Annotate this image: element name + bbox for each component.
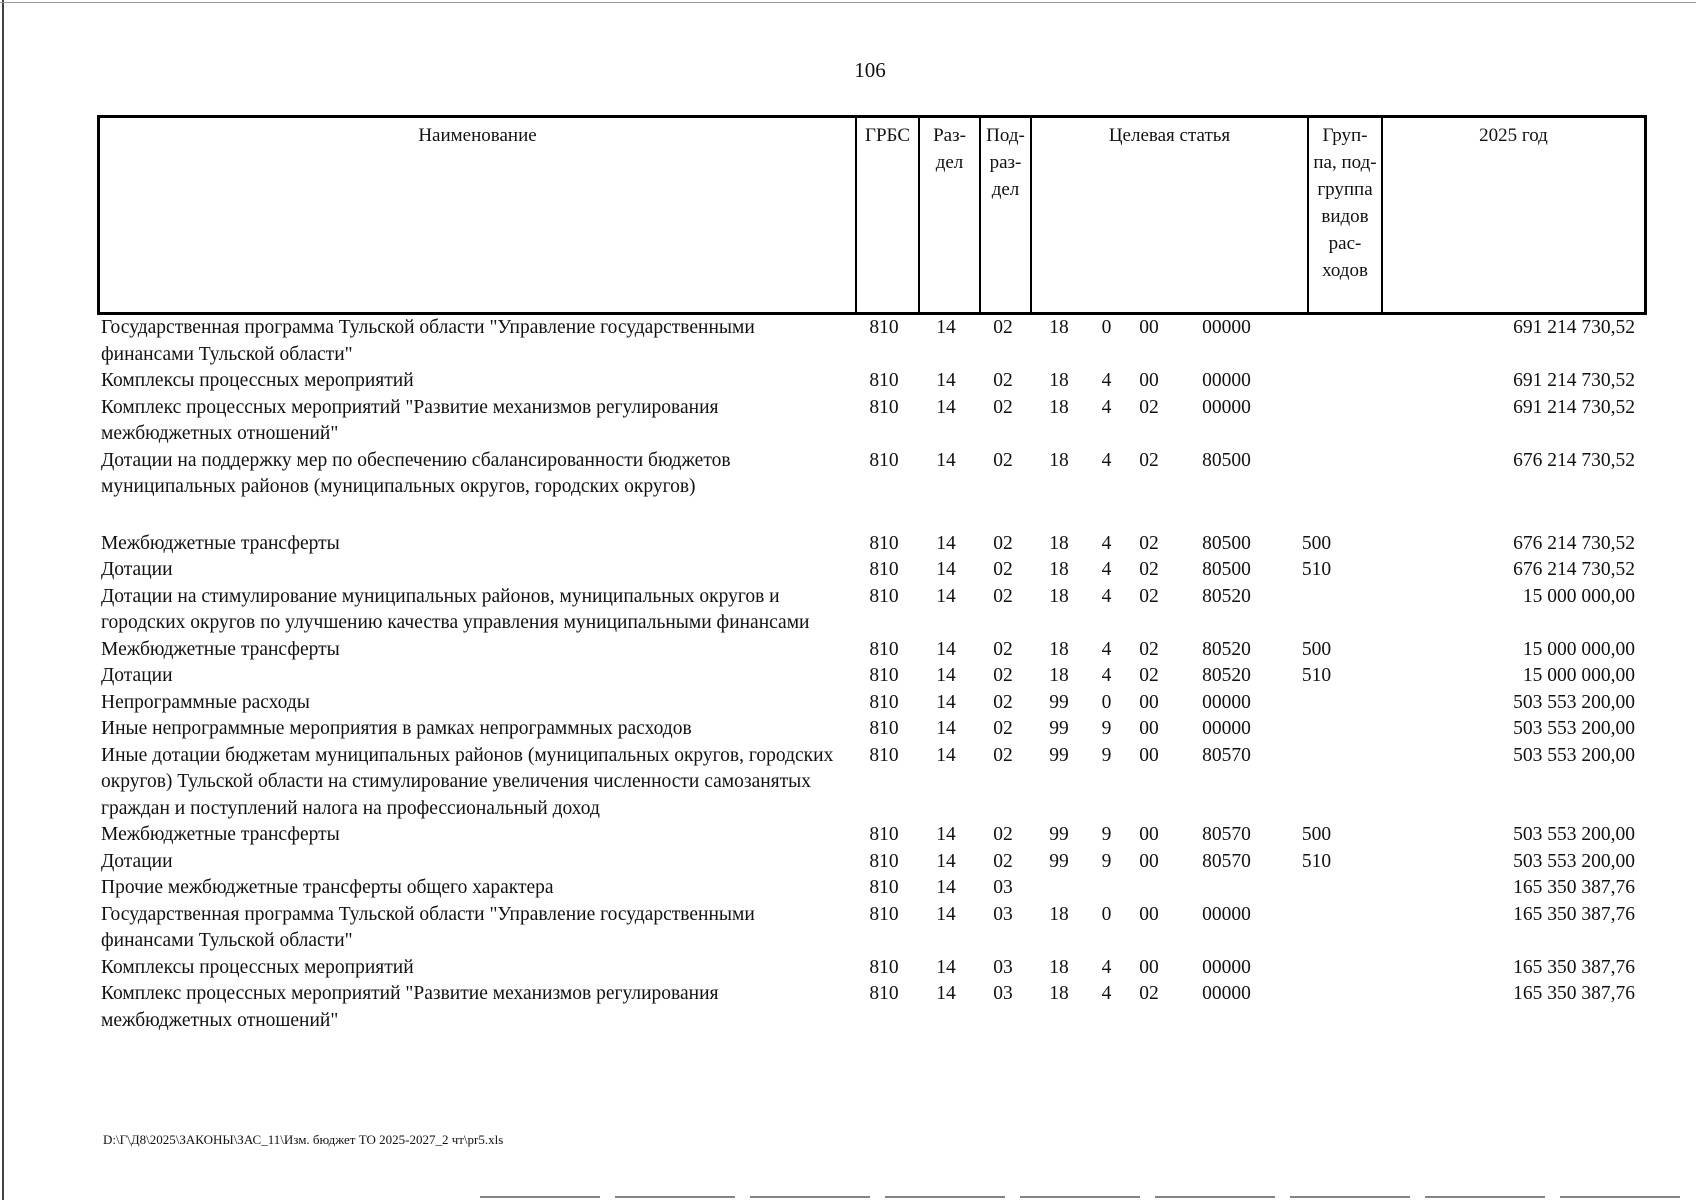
row-component: 02 xyxy=(1139,983,1159,1004)
row-component: 02 xyxy=(1139,665,1159,686)
row-name: Межбюджетные трансферты xyxy=(101,532,340,554)
table-row xyxy=(101,584,1649,637)
header-year: 2025 год xyxy=(1479,125,1548,146)
row-expense-group: 500 xyxy=(1301,532,1332,554)
table-row xyxy=(101,743,1649,823)
row-direction: 80500 xyxy=(1202,449,1251,471)
row-grbs: 810 xyxy=(869,370,899,391)
scan-top-border xyxy=(0,2,1696,3)
row-sum: 15 000 000,00 xyxy=(1522,665,1635,686)
row-name: Дотации xyxy=(101,559,173,580)
row-expense-group: 510 xyxy=(1301,665,1332,686)
row-podrazdel: 02 xyxy=(993,850,1013,872)
row-name: Государственная программа Тульской области "Управление государственными финансами Тульской области" xyxy=(101,317,755,365)
row-grbs: 810 xyxy=(869,532,899,554)
row-expense-group: 510 xyxy=(1301,850,1332,872)
table-row xyxy=(101,849,1649,876)
row-grbs: 810 xyxy=(869,449,899,471)
table-row xyxy=(101,902,1649,955)
row-program: 18 xyxy=(1049,317,1069,338)
row-type: 0 xyxy=(1101,903,1112,925)
row-razdel: 14 xyxy=(936,850,956,872)
row-type: 4 xyxy=(1101,665,1112,686)
row-podrazdel: 02 xyxy=(993,638,1013,660)
row-type: 4 xyxy=(1101,559,1112,580)
row-type: 4 xyxy=(1101,370,1112,391)
row-sum: 165 350 387,76 xyxy=(1513,877,1635,898)
table-row xyxy=(101,557,1649,584)
scan-bottom-edge xyxy=(480,1196,1680,1198)
row-component: 00 xyxy=(1139,744,1159,766)
row-sum: 676 214 730,52 xyxy=(1513,532,1635,554)
row-podrazdel: 03 xyxy=(993,877,1013,898)
row-sum: 15 000 000,00 xyxy=(1522,638,1635,660)
row-component: 00 xyxy=(1139,824,1159,845)
table-row xyxy=(101,531,1649,558)
row-podrazdel: 02 xyxy=(993,691,1013,713)
row-razdel: 14 xyxy=(936,718,956,739)
row-sum: 15 000 000,00 xyxy=(1522,585,1635,607)
row-sum: 503 553 200,00 xyxy=(1513,824,1635,845)
scan-left-border xyxy=(2,0,4,1200)
row-podrazdel: 03 xyxy=(993,903,1013,925)
row-component: 00 xyxy=(1139,317,1159,338)
row-type: 4 xyxy=(1101,585,1112,607)
header-name: Наименование xyxy=(100,118,857,312)
row-name: Комплексы процессных мероприятий xyxy=(101,370,414,391)
row-direction: 80570 xyxy=(1202,824,1251,845)
row-grbs: 810 xyxy=(869,956,899,978)
row-direction: 00000 xyxy=(1202,956,1251,978)
row-direction: 00000 xyxy=(1202,691,1251,713)
row-component: 00 xyxy=(1139,956,1159,978)
row-direction: 00000 xyxy=(1202,983,1251,1004)
row-type: 9 xyxy=(1101,850,1112,872)
row-program: 18 xyxy=(1049,532,1069,554)
row-sum: 676 214 730,52 xyxy=(1513,449,1635,471)
row-grbs: 810 xyxy=(869,585,899,607)
row-sum: 165 350 387,76 xyxy=(1513,903,1635,925)
table-row xyxy=(101,875,1649,902)
header-tselevaya-statya: Целевая статья xyxy=(1032,118,1309,312)
row-component: 00 xyxy=(1139,903,1159,925)
row-name: Дотации на стимулирование муниципальных районов, муниципальных округов и городских округов по улучшению качества управления муниципальными финансами xyxy=(101,585,810,633)
row-program: 18 xyxy=(1049,370,1069,391)
row-direction: 80520 xyxy=(1202,638,1251,660)
row-razdel: 14 xyxy=(936,449,956,471)
row-direction: 00000 xyxy=(1202,718,1251,739)
row-program: 18 xyxy=(1049,983,1069,1004)
row-grbs: 810 xyxy=(869,850,899,872)
row-direction: 80520 xyxy=(1202,585,1251,607)
row-direction: 00000 xyxy=(1202,317,1251,338)
table-row xyxy=(101,690,1649,717)
row-direction: 80520 xyxy=(1202,665,1251,686)
row-sum: 503 553 200,00 xyxy=(1513,850,1635,872)
table-body xyxy=(101,315,1649,1034)
row-podrazdel: 02 xyxy=(993,396,1013,418)
row-type: 4 xyxy=(1101,449,1112,471)
table-header xyxy=(97,115,1647,315)
row-razdel: 14 xyxy=(936,665,956,686)
row-name: Прочие межбюджетные трансферты общего характера xyxy=(101,877,554,898)
row-razdel: 14 xyxy=(936,691,956,713)
row-type: 9 xyxy=(1101,718,1112,739)
row-name: Непрограммные расходы xyxy=(101,691,310,713)
row-type: 0 xyxy=(1101,317,1112,338)
row-podrazdel: 02 xyxy=(993,559,1013,580)
row-type: 4 xyxy=(1101,983,1112,1004)
row-grbs: 810 xyxy=(869,877,899,898)
file-path: D:\Г\Д8\2025\ЗАКОНЫ\ЗАС_11\Изм. бюджет ТО 2025-2027_2 чт\pr5.xls xyxy=(103,1132,504,1147)
table-row xyxy=(101,716,1649,743)
row-type: 4 xyxy=(1101,956,1112,978)
row-razdel: 14 xyxy=(936,744,956,766)
row-razdel: 14 xyxy=(936,824,956,845)
row-grbs: 810 xyxy=(869,718,899,739)
row-expense-group: 500 xyxy=(1301,638,1332,660)
row-component: 02 xyxy=(1139,396,1159,418)
row-name: Иные непрограммные мероприятия в рамках непрограммных расходов xyxy=(101,718,692,739)
row-grbs: 810 xyxy=(869,396,899,418)
row-sum: 503 553 200,00 xyxy=(1513,718,1635,739)
row-name: Межбюджетные трансферты xyxy=(101,638,340,660)
row-program: 99 xyxy=(1049,850,1069,872)
row-program: 99 xyxy=(1049,691,1069,713)
row-program: 18 xyxy=(1049,585,1069,607)
row-grbs: 810 xyxy=(869,983,899,1004)
row-razdel: 14 xyxy=(936,903,956,925)
row-component: 02 xyxy=(1139,585,1159,607)
row-name: Дотации xyxy=(101,665,173,686)
row-sum: 503 553 200,00 xyxy=(1513,744,1635,766)
row-podrazdel: 02 xyxy=(993,532,1013,554)
row-podrazdel: 03 xyxy=(993,983,1013,1004)
row-grbs: 810 xyxy=(869,744,899,766)
row-direction: 80500 xyxy=(1202,532,1251,554)
table-row xyxy=(101,663,1649,690)
table-row xyxy=(101,637,1649,664)
row-program: 18 xyxy=(1049,903,1069,925)
row-direction: 00000 xyxy=(1202,396,1251,418)
row-type: 0 xyxy=(1101,691,1112,713)
row-name: Государственная программа Тульской области "Управление государственными финансами Тульской области" xyxy=(101,903,755,951)
table-row xyxy=(101,822,1649,849)
header-podrazdel: Под- раз- дел xyxy=(981,118,1032,312)
row-program: 18 xyxy=(1049,665,1069,686)
row-name: Комплексы процессных мероприятий xyxy=(101,956,414,978)
row-component: 00 xyxy=(1139,850,1159,872)
row-podrazdel: 02 xyxy=(993,585,1013,607)
row-sum: 165 350 387,76 xyxy=(1513,983,1635,1004)
row-podrazdel: 02 xyxy=(993,665,1013,686)
row-component: 00 xyxy=(1139,718,1159,739)
row-sum: 691 214 730,52 xyxy=(1513,317,1635,338)
row-component: 00 xyxy=(1139,691,1159,713)
row-grbs: 810 xyxy=(869,665,899,686)
row-podrazdel: 02 xyxy=(993,317,1013,338)
table-row xyxy=(101,955,1649,982)
row-component: 02 xyxy=(1139,559,1159,580)
row-name: Иные дотации бюджетам муниципальных районов (муниципальных округов, городских округов) Тульской области на стимулирование увеличения численности самозанятых граждан и поступлений налога на профессиональный доход xyxy=(101,744,834,819)
row-razdel: 14 xyxy=(936,638,956,660)
row-program: 18 xyxy=(1049,956,1069,978)
row-program: 99 xyxy=(1049,824,1069,845)
table-row xyxy=(101,395,1649,448)
row-program: 18 xyxy=(1049,638,1069,660)
header-grbs: ГРБС xyxy=(857,118,920,312)
row-podrazdel: 03 xyxy=(993,956,1013,978)
row-program: 18 xyxy=(1049,559,1069,580)
row-name: Межбюджетные трансферты xyxy=(101,824,340,845)
row-grbs: 810 xyxy=(869,824,899,845)
row-razdel: 14 xyxy=(936,317,956,338)
row-direction: 00000 xyxy=(1202,370,1251,391)
row-podrazdel: 02 xyxy=(993,449,1013,471)
row-grbs: 810 xyxy=(869,691,899,713)
row-expense-group: 500 xyxy=(1301,824,1332,845)
row-component: 02 xyxy=(1139,638,1159,660)
row-podrazdel: 02 xyxy=(993,824,1013,845)
row-component: 02 xyxy=(1139,532,1159,554)
row-sum: 691 214 730,52 xyxy=(1513,396,1635,418)
row-name: Дотации на поддержку мер по обеспечению сбалансированности бюджетов муниципальных районов (муниципальных округов, городских округов) xyxy=(101,449,731,497)
row-razdel: 14 xyxy=(936,370,956,391)
row-component: 02 xyxy=(1139,449,1159,471)
row-program: 18 xyxy=(1049,449,1069,471)
row-name: Комплекс процессных мероприятий "Развитие механизмов регулирования межбюджетных отношений" xyxy=(101,396,719,444)
row-podrazdel: 02 xyxy=(993,718,1013,739)
row-razdel: 14 xyxy=(936,877,956,898)
row-razdel: 14 xyxy=(936,956,956,978)
row-sum: 165 350 387,76 xyxy=(1513,956,1635,978)
header-gruppa-vidov-rashodov: Груп- па, под- группа видов рас- ходов xyxy=(1309,118,1383,312)
row-sum: 503 553 200,00 xyxy=(1513,691,1635,713)
row-grbs: 810 xyxy=(869,903,899,925)
row-direction: 00000 xyxy=(1202,903,1251,925)
row-direction: 80570 xyxy=(1202,744,1251,766)
row-program: 18 xyxy=(1049,396,1069,418)
header-razdel: Раз- дел xyxy=(920,118,981,312)
row-sum: 691 214 730,52 xyxy=(1513,370,1635,391)
row-podrazdel: 02 xyxy=(993,744,1013,766)
table-row xyxy=(101,448,1649,501)
table-row xyxy=(101,368,1649,395)
row-expense-group: 510 xyxy=(1301,559,1332,580)
row-name: Комплекс процессных мероприятий "Развитие механизмов регулирования межбюджетных отношений" xyxy=(101,983,719,1031)
page-number: 106 xyxy=(854,58,886,82)
row-sum: 676 214 730,52 xyxy=(1513,559,1635,580)
row-program: 99 xyxy=(1049,718,1069,739)
row-grbs: 810 xyxy=(869,638,899,660)
row-direction: 80570 xyxy=(1202,850,1251,872)
row-razdel: 14 xyxy=(936,983,956,1004)
row-razdel: 14 xyxy=(936,396,956,418)
row-razdel: 14 xyxy=(936,585,956,607)
row-razdel: 14 xyxy=(936,559,956,580)
row-grbs: 810 xyxy=(869,559,899,580)
row-type: 9 xyxy=(1101,744,1112,766)
row-grbs: 810 xyxy=(869,317,899,338)
row-type: 4 xyxy=(1101,396,1112,418)
table-row xyxy=(101,981,1649,1034)
row-type: 4 xyxy=(1101,638,1112,660)
table-row xyxy=(101,315,1649,368)
row-podrazdel: 02 xyxy=(993,370,1013,391)
row-razdel: 14 xyxy=(936,532,956,554)
row-type: 9 xyxy=(1101,824,1112,845)
row-direction: 80500 xyxy=(1202,559,1251,580)
row-program: 99 xyxy=(1049,744,1069,766)
row-component: 00 xyxy=(1139,370,1159,391)
row-name: Дотации xyxy=(101,850,173,872)
row-type: 4 xyxy=(1101,532,1112,554)
